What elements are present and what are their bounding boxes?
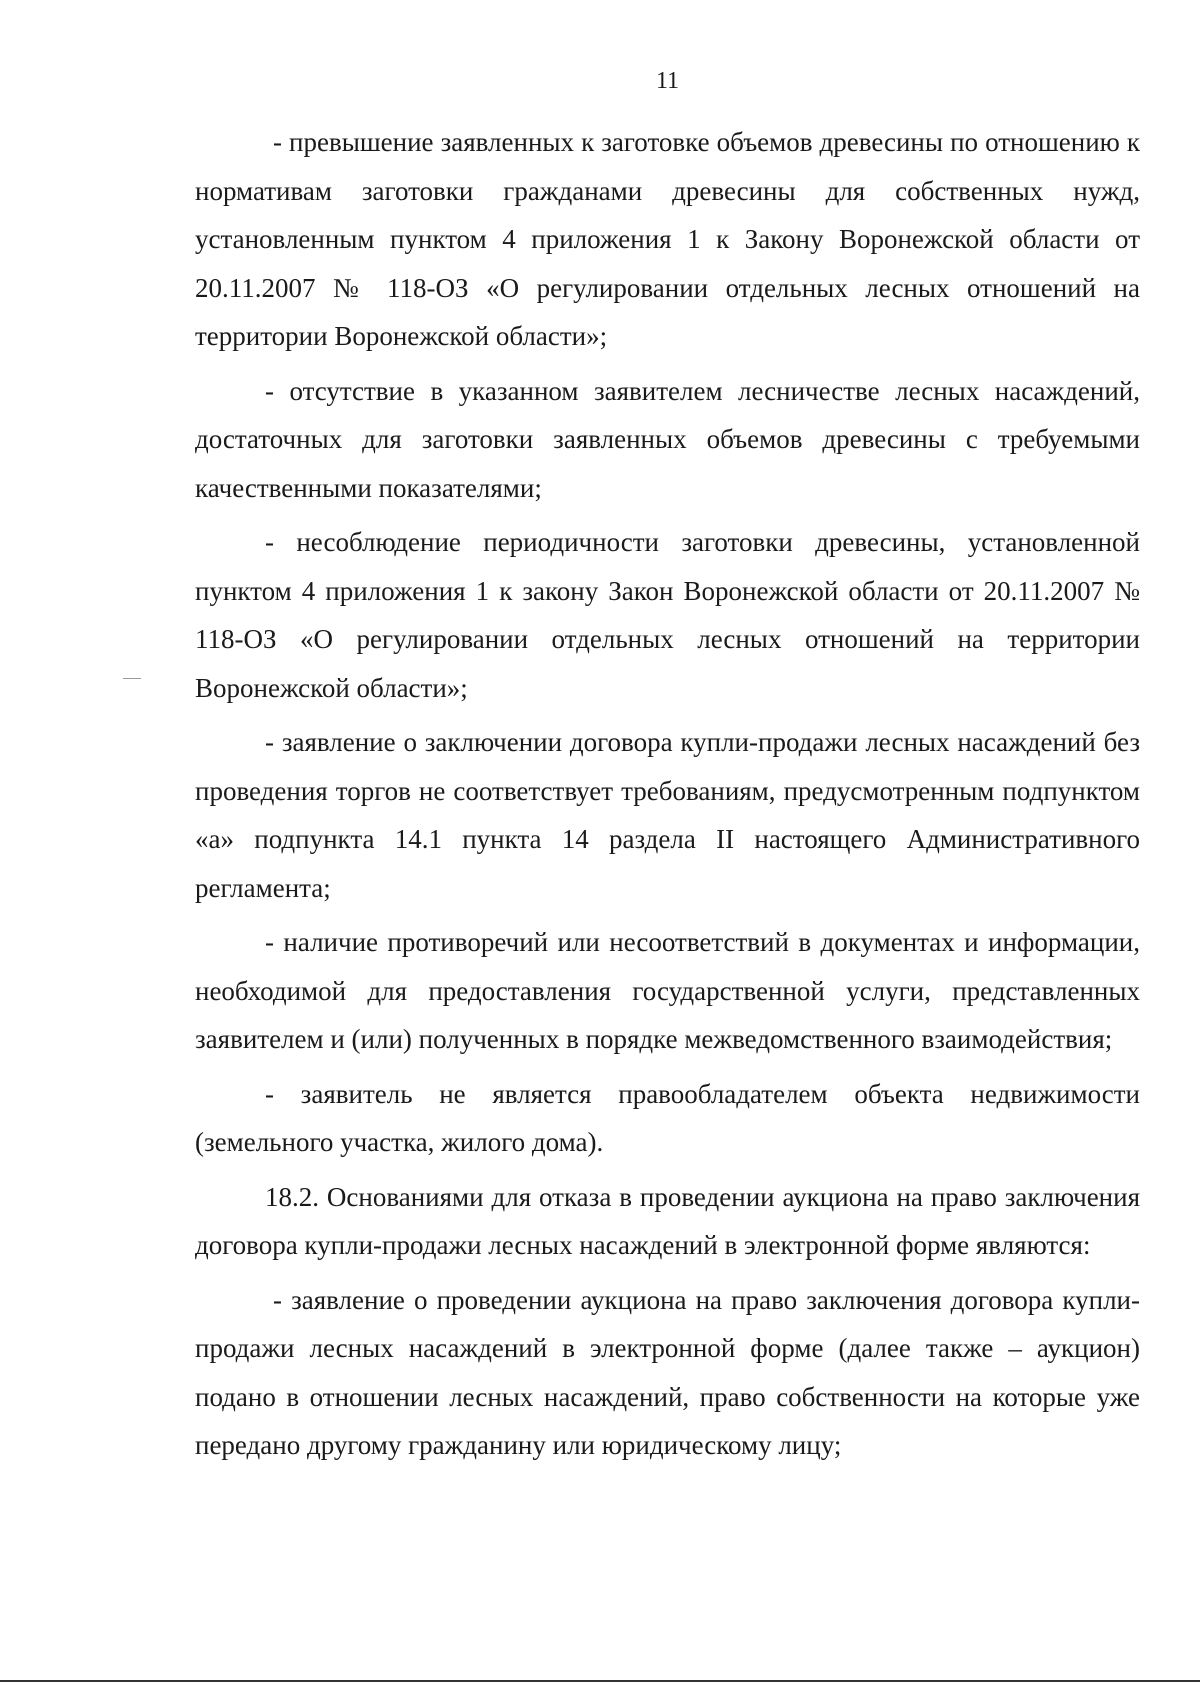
margin-mark	[123, 678, 141, 679]
paragraph-section-18-2: 18.2. Основаниями для отказа в проведении аукциона на право заключения договора купли-продажи лесных насаждений в электронной форме являются:	[195, 1181, 1140, 1260]
paragraph-auction-application: - заявление о проведении аукциона на право заключения договора купли-продажи лесных насаждений в электронной форме (далее также – аукцион) подано в отношении лесных насаждений, право собственности на которые уже передано другому гражданину или юридическому лицу;	[195, 1284, 1140, 1460]
bottom-rule	[0, 1680, 1200, 1682]
document-body	[195, 118, 1140, 1476]
paragraph-not-rightholder: - заявитель не является правообладателем объекта недвижимости (земельного участка, жилого дома).	[195, 1078, 1140, 1157]
page-number: 11	[655, 68, 680, 94]
paragraph-excess-volume: - превышение заявленных к заготовке объемов древесины по отношению к нормативам заготовки гражданами древесины для собственных нужд, установленным пунктом 4 приложения 1 к Закону Воронежской области от 20.11.2007 № 118-ОЗ «О регулировании отдельных лесных отношений на территории Воронежской области»;	[195, 127, 1140, 351]
paragraph-contradictions: - наличие противоречий или несоответствий в документах и информации, необходимой для предоставления государственной услуги, представленных заявителем и (или) полученных в порядке межведомственного взаимодействия;	[195, 927, 1140, 1054]
paragraph-absence-of-plantations: - отсутствие в указанном заявителем лесничестве лесных насаждений, достаточных для заготовки заявленных объемов древесины с требуемыми качественными показателями;	[195, 375, 1140, 503]
paragraph-periodicity: - несоблюдение периодичности заготовки древесины, установленной пунктом 4 приложения 1 к закону Закон Воронежской области от 20.11.2007 № 118-ОЗ «О регулировании отдельных лесных отношений на территории Воронежской области»;	[195, 527, 1140, 703]
paragraph-application-noncompliance: - заявление о заключении договора купли-продажи лесных насаждений без проведения торгов не соответствует требованиям, предусмотренным подпунктом «а» подпункта 14.1 пункта 14 раздела II настоящего Административного регламента;	[195, 727, 1140, 903]
